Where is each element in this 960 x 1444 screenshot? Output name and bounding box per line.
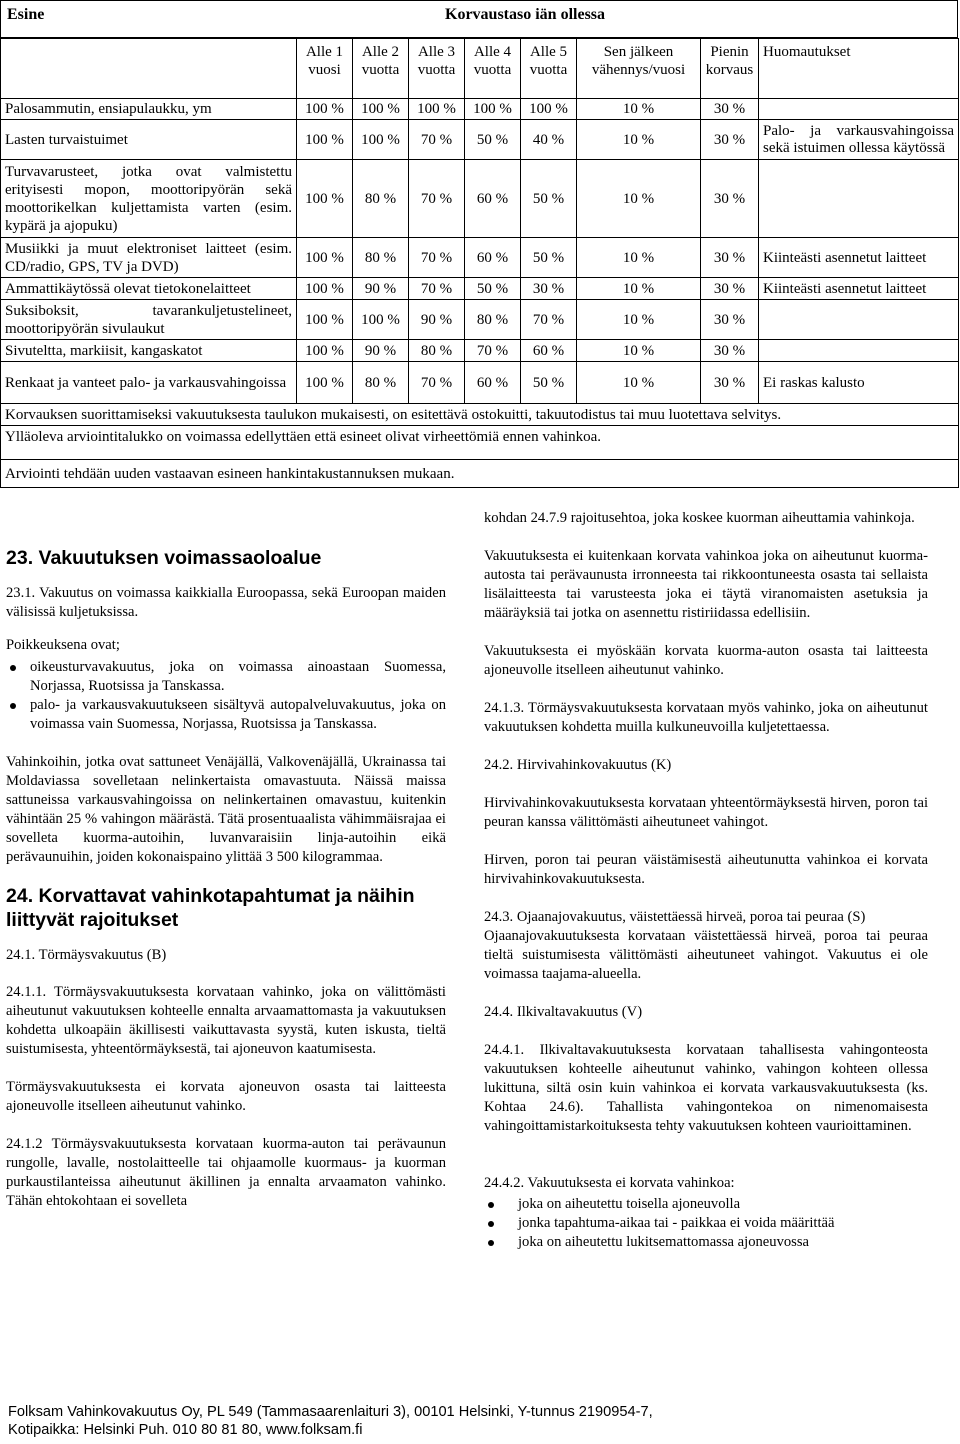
- row-value: 100 %: [297, 238, 353, 278]
- list-item: [6, 658, 446, 696]
- paragraph: 24.2. Hirvivahinkovakuutus (K): [484, 757, 672, 773]
- row-item: Sivuteltta, markiisit, kangaskatot: [1, 340, 297, 362]
- paragraph: Ojaanajovakuutuksesta korvataan väistettäessä hirveä, poroa tai peuraa tieltä suistumisesta välittömästi aiheutuneet vahingot. Vakuutus ei ole voimassa taajama-alueella.: [484, 928, 928, 982]
- row-value: 90 %: [353, 340, 409, 362]
- paragraph: 24.1.2 Törmäysvakuutuksesta korvataan kuorma-auton tai perävaunun rungolle, lavalle, nostolaitteelle tai ohjaamolle kuormaus- ja kuorman purkaustilanteissa aiheutunut äkillinen ja ennalta arvaamaton vahinko. Tähän ehtokohtaan ei sovelleta: [6, 1136, 446, 1209]
- row-value: 100 %: [409, 99, 465, 120]
- compensation-table: [0, 38, 959, 488]
- row-note: [759, 340, 959, 362]
- paragraph: 24.4.1. Ilkivaltavakuutuksesta korvataan tahallisesta vahingonteosta vakuutuksen kohteelle aiheutunut vahinko, vahingon kohteen ollessa lukittuna, siltä osin kuin vahinkoa ei korvata varkausvakuutuksesta (ks. Kohtaa 24.6). Tahallista vahingontekoa on nimenomaisesta vahingoittamistarkoituksesta tehty vakuutuksen kohteen vaurioittaminen.: [484, 1042, 928, 1134]
- left-column: [6, 546, 446, 1211]
- header-cell: Alle 2 vuotta: [353, 39, 409, 99]
- row-value: 60 %: [465, 362, 521, 404]
- row-value: 10 %: [577, 300, 701, 340]
- paragraph: 23.1. Vakuutus on voimassa kaikkialla Euroopassa, sekä Euroopan maiden välisissä kuljetuksissa.: [6, 585, 446, 620]
- bullet-icon: [488, 1221, 494, 1227]
- row-value: 10 %: [577, 278, 701, 300]
- row-value: 30 %: [701, 340, 759, 362]
- row-value: 100 %: [353, 99, 409, 120]
- row-value: 80 %: [353, 160, 409, 238]
- row-value: 30 %: [521, 278, 577, 300]
- paragraph: 24.1.1. Törmäysvakuutuksesta korvataan vahinko, joka on välittömästi aiheutunut vakuutuksen kohteelle ennalta arvaamattomasta ja vakuutuksen kohdetta ulkoapäin äkillisesti vaikuttavasta syystä, kuten iskusta, tieltä suistumisesta, yhteentörmäyksestä, tai ajoneuvon kaatumisesta.: [6, 984, 446, 1057]
- row-item: Lasten turvaistuimet: [1, 120, 297, 160]
- row-value: 100 %: [297, 300, 353, 340]
- row-value: 100 %: [297, 278, 353, 300]
- table-row: [1, 238, 959, 278]
- table-row: [1, 120, 959, 160]
- row-value: 30 %: [701, 278, 759, 300]
- row-value: 30 %: [701, 160, 759, 238]
- table-footnote: Arviointi tehdään uuden vastaavan esineen hankintakustannuksen mukaan.: [1, 460, 959, 488]
- row-value: 70 %: [409, 362, 465, 404]
- header-empty: [1, 39, 297, 99]
- row-value: 70 %: [521, 300, 577, 340]
- row-value: 90 %: [409, 300, 465, 340]
- exception-list: [6, 658, 446, 734]
- list-item: [6, 696, 446, 734]
- row-value: 50 %: [521, 362, 577, 404]
- row-item: Ammattikäytössä olevat tietokonelaitteet: [1, 278, 297, 300]
- bullet-icon: [488, 1202, 494, 1208]
- list-item: [484, 1195, 928, 1214]
- bullet-icon: [10, 703, 16, 709]
- row-value: 80 %: [353, 362, 409, 404]
- footer-line: Folksam Vahinkovakuutus Oy, PL 549 (Tammasaarenlaituri 3), 00101 Helsinki, Y-tunnus 2190954-7,: [8, 1404, 653, 1420]
- paragraph: 24.4.2. Vakuutuksesta ei korvata vahinkoa:: [484, 1175, 735, 1191]
- table-row: [1, 300, 959, 340]
- paragraph: Poikkeuksena ovat;: [6, 637, 120, 653]
- header-cell: Huomautukset: [759, 39, 959, 99]
- row-value: 70 %: [409, 238, 465, 278]
- row-value: 100 %: [521, 99, 577, 120]
- paragraph: Hirvivahinkovakuutuksesta korvataan yhteentörmäyksestä hirven, poron tai peuran kanssa välittömästi aiheutuneet vahingot.: [484, 795, 928, 830]
- table-row: [1, 362, 959, 404]
- row-value: 30 %: [701, 99, 759, 120]
- row-value: 100 %: [297, 120, 353, 160]
- row-item: Suksiboksit, tavarankuljetustelineet, moottoripyörän sivulaukut: [1, 300, 297, 340]
- row-value: 100 %: [297, 362, 353, 404]
- row-value: 10 %: [577, 238, 701, 278]
- row-note: [759, 300, 959, 340]
- paragraph: 24.3. Ojaanajovakuutus, väistettäessä hirveä, poroa tai peuraa (S): [484, 909, 866, 925]
- row-value: 100 %: [297, 160, 353, 238]
- column-title-item: Esine: [7, 6, 45, 23]
- row-value: 70 %: [409, 160, 465, 238]
- row-item: Turvavarusteet, jotka ovat valmistettu erityisesti mopon, moottoripyörän sekä moottorikelkan kuljettamista varten (esim. kypärä ja ajopuku): [1, 160, 297, 238]
- row-value: 30 %: [701, 362, 759, 404]
- row-item: Musiikki ja muut elektroniset laitteet (esim. CD/radio, GPS, TV ja DVD): [1, 238, 297, 278]
- row-item: Palosammutin, ensiapulaukku, ym: [1, 99, 297, 120]
- row-value: 100 %: [297, 99, 353, 120]
- row-value: 40 %: [521, 120, 577, 160]
- row-value: 60 %: [465, 238, 521, 278]
- row-value: 80 %: [353, 238, 409, 278]
- row-value: 60 %: [521, 340, 577, 362]
- paragraph: 24.1. Törmäysvakuutus (B): [6, 947, 167, 963]
- paragraph: Törmäysvakuutuksesta ei korvata ajoneuvon osasta tai laitteesta ajoneuvolle itselleen aiheutunut vahinko.: [6, 1079, 446, 1114]
- row-value: 70 %: [409, 278, 465, 300]
- row-value: 30 %: [701, 120, 759, 160]
- row-value: 50 %: [465, 278, 521, 300]
- section-heading-24: 24. Korvattavat vahinkotapahtumat ja näihin liittyvät rajoitukset: [6, 885, 415, 931]
- row-item: Renkaat ja vanteet palo- ja varkausvahingoissa: [1, 362, 297, 404]
- header-cell: Alle 4 vuotta: [465, 39, 521, 99]
- row-value: 10 %: [577, 99, 701, 120]
- row-value: 30 %: [701, 238, 759, 278]
- footer-line: Kotipaikka: Helsinki Puh. 010 80 81 80, www.folksam.fi: [8, 1422, 363, 1438]
- table-footnote-row: [1, 460, 959, 488]
- row-value: 30 %: [701, 300, 759, 340]
- header-cell: Alle 5 vuotta: [521, 39, 577, 99]
- right-column: [484, 509, 928, 1252]
- paragraph: 24.4. Ilkivaltavakuutus (V): [484, 1004, 643, 1020]
- list-item-text: joka on aiheutettu lukitsemattomassa ajoneuvossa: [518, 1234, 809, 1250]
- list-item: [484, 1233, 928, 1252]
- row-value: 100 %: [297, 340, 353, 362]
- bullet-icon: [10, 665, 16, 671]
- column-title-compensation: Korvaustaso iän ollessa: [445, 6, 606, 23]
- row-value: 10 %: [577, 120, 701, 160]
- table-row: [1, 278, 959, 300]
- row-value: 50 %: [521, 238, 577, 278]
- row-note: [759, 99, 959, 120]
- table-row: [1, 160, 959, 238]
- row-note: Palo- ja varkausvahingoissa sekä istuimen ollessa käytössä: [759, 120, 959, 160]
- row-note: [759, 160, 959, 238]
- row-value: 10 %: [577, 340, 701, 362]
- table-footnote-row: [1, 404, 959, 426]
- paragraph: Vakuutuksesta ei kuitenkaan korvata vahinkoa joka on aiheutunut kuorma-autosta tai perävaunusta irronneesta tai rikkoontuneesta osasta tai sellaista lisälaitteesta tai varusteesta joka ei täytä viranomaisten asetuksia ja määräyksiä tai jotka on asennettu ristiriidassa edellisiin.: [484, 548, 928, 621]
- paragraph: kohdan 24.7.9 rajoitusehtoa, joka koskee kuorman aiheuttamia vahinkoja.: [484, 510, 915, 526]
- header-cell: Sen jälkeen vähennys/vuosi: [577, 39, 701, 99]
- row-value: 80 %: [465, 300, 521, 340]
- row-note: Ei raskas kalusto: [759, 362, 959, 404]
- row-value: 10 %: [577, 160, 701, 238]
- header-cell: Alle 1 vuosi: [297, 39, 353, 99]
- row-value: 100 %: [353, 300, 409, 340]
- table-row: [1, 340, 959, 362]
- row-value: 50 %: [465, 120, 521, 160]
- bullet-icon: [488, 1240, 494, 1246]
- list-item: [484, 1214, 928, 1233]
- header-cell: Pienin korvaus: [701, 39, 759, 99]
- section-heading-23: 23. Vakuutuksen voimassaoloalue: [6, 547, 322, 569]
- paragraph: Hirven, poron tai peuran väistämisestä aiheutunutta vahinkoa ei korvata hirvivahinkovakuutuksesta.: [484, 852, 928, 887]
- paragraph: Vakuutuksesta ei myöskään korvata kuorma-auton osasta tai laitteesta ajoneuvolle itselleen aiheutunut vahinko.: [484, 643, 928, 678]
- header-cell: Alle 3 vuotta: [409, 39, 465, 99]
- list-item-text: palo- ja varkausvakuutukseen sisältyvä autopalveluvakuutus, joka on voimassa vain Suomessa, Norjassa, Ruotsissa ja Tanskassa.: [30, 697, 446, 732]
- table-header-row: [1, 39, 959, 99]
- paragraph: 24.1.3. Törmäysvakuutuksesta korvataan myös vahinko, joka on aiheutunut vakuutuksen kohdetta muilla kulkuneuvoilla kuljetettaessa.: [484, 700, 928, 735]
- row-value: 50 %: [521, 160, 577, 238]
- list-item-text: joka on aiheutettu toisella ajoneuvolla: [518, 1196, 741, 1212]
- row-value: 70 %: [465, 340, 521, 362]
- table-footnote: Ylläoleva arviointitalukko on voimassa edellyttäen että esineet olivat virheettömiä ennen vahinkoa.: [1, 426, 959, 460]
- row-value: 90 %: [353, 278, 409, 300]
- exclusion-list: [484, 1195, 928, 1252]
- row-value: 60 %: [465, 160, 521, 238]
- table-title-row: [0, 0, 958, 38]
- row-note: Kiinteästi asennetut laitteet: [759, 278, 959, 300]
- row-note: Kiinteästi asennetut laitteet: [759, 238, 959, 278]
- row-value: 100 %: [353, 120, 409, 160]
- paragraph: Vahinkoihin, jotka ovat sattuneet Venäjällä, Valkovenäjällä, Ukrainassa tai Moldaviassa sovelletaan nelinkertaista omavastuuta. Näissä maissa sattuneissa varkausvahingoissa on nelinkertainen omavastuu, kuitenkin vähintään 25 % vahingon määrästä. Tätä prosentuaalista vähimmäisrajaa ei sovelleta kuorma-autoihin, luvanvaraisiin linja-autoihin eikä perävaunuihin, joiden kokonaispaino ylittää 3 500 kilogrammaa.: [6, 754, 446, 865]
- row-value: 10 %: [577, 362, 701, 404]
- list-item-text: jonka tapahtuma-aikaa tai - paikkaa ei voida määrittää: [518, 1215, 835, 1231]
- row-value: 80 %: [409, 340, 465, 362]
- list-item-text: oikeusturvavakuutus, joka on voimassa ainoastaan Suomessa, Norjassa, Ruotsissa ja Tanskassa.: [30, 659, 446, 694]
- table-footnote: Korvauksen suorittamiseksi vakuutuksesta taulukon mukaisesti, on esitettävä ostokuitti, takuutodistus tai muu luotettava selvitys.: [1, 404, 959, 426]
- table-row: [1, 99, 959, 120]
- page-footer: [8, 1403, 728, 1439]
- row-value: 100 %: [465, 99, 521, 120]
- table-footnote-row: [1, 426, 959, 460]
- row-value: 70 %: [409, 120, 465, 160]
